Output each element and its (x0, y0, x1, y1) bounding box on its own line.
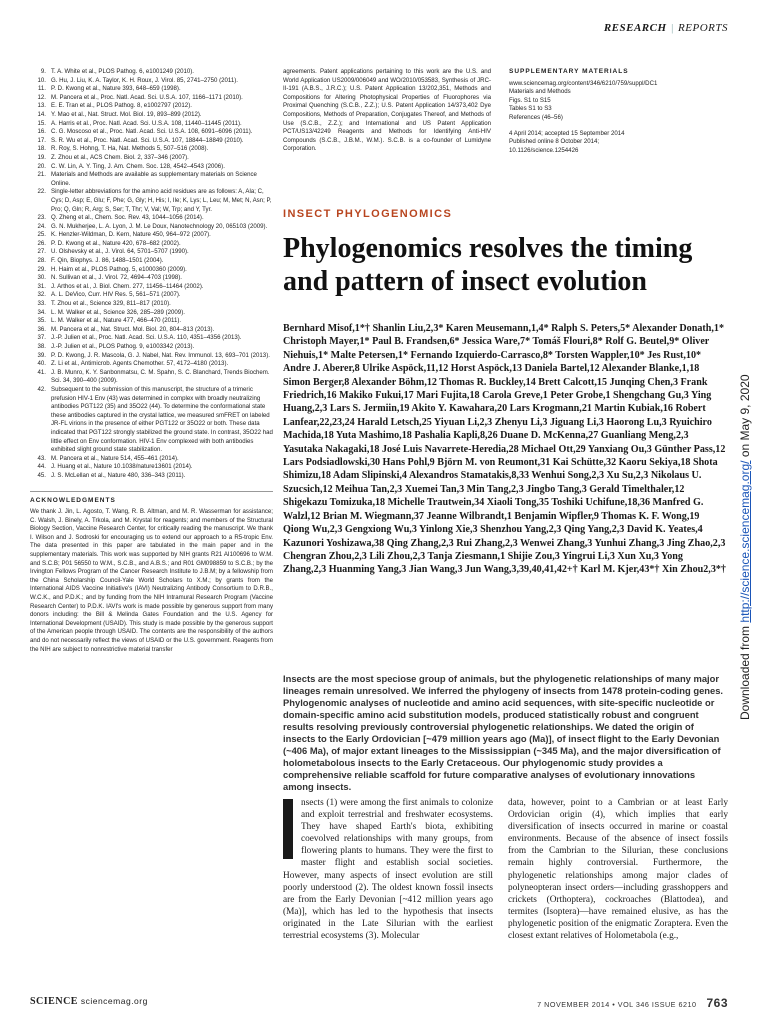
journal-site: sciencemag.org (80, 996, 148, 1006)
reference-number: 19. (37, 153, 46, 161)
download-note-suffix: on May 9, 2020 (738, 374, 752, 461)
supplementary-heading: SUPPLEMENTARY MATERIALS (509, 68, 629, 75)
reference-item (30, 455, 273, 464)
reference-text: E. E. Tran et al., PLOS Pathog. 8, e1002797 (2012). (51, 102, 192, 110)
page-number: 763 (706, 996, 728, 1010)
reference-number: 15. (37, 119, 46, 127)
reference-text: P. D. Kwong et al., Nature 420, 678–682 (2002). (51, 239, 181, 247)
reference-number: 31. (37, 282, 46, 290)
reference-text: J. S. McLellan et al., Nature 480, 336–343 (2011). (51, 471, 186, 479)
reference-number: 32. (37, 291, 46, 299)
reference-text: J. Arthos et al., J. Biol. Chem. 277, 11456–11464 (2002). (51, 282, 204, 290)
body-column-2: data, however, point to a Cambrian or at least Early Ordovician origin (4), which implies that early diversification of insects occurred in marine or coastal environments. Because of the absence of insect fossils from the Cambrian to the Silurian, these conclusions remain highly controversial. Furthermore, the phylogenetic relationships among major clades of polyneopteran insect orders—including grasshoppers and crickets (Orthoptera), cockroaches (Blattodea), and termites (Isoptera)—have remained elusive, as has the phylogenetic position of the enigmatic Zoraptera. Even the closest extant relatives of Holometabola (e.g., (508, 798, 728, 942)
issue-info: 7 NOVEMBER 2014 • VOL 346 ISSUE 6210 (537, 1000, 697, 1009)
reference-item (30, 463, 273, 472)
reference-item (30, 386, 273, 455)
reference-text: M. Pancera et al., Nat. Struct. Mol. Biol. 20, 804–813 (2013). (51, 325, 215, 333)
running-header (604, 22, 728, 34)
reference-text: R. Roy, S. Hohng, T. Ha, Nat. Methods 5, 507–516 (2008). (51, 145, 209, 153)
reference-number: 16. (37, 128, 46, 136)
reference-text: A. Harris et al., Proc. Natl. Acad. Sci. U.S.A. 108, 11440–11445 (2011). (51, 119, 242, 127)
reference-text: H. Haim et al., PLOS Pathog. 5, e1000360 (2009). (51, 265, 187, 273)
abstract: Insects are the most speciose group of animals, but the phylogenetic relationships of many major lineages remain unresolved. We inferred the phylogeny of insects from 1478 protein-coding genes. Phylogenomic analyses of nucleotide and amino acid sequences, with site-specific nucleotide or domain-specific amino acid substitution models, produced statistically robust and congruent results resolving previously controversial phylogenetic relationships. We dated the origin of insects to the Early Ordovician [~479 million years ago (Ma)], of insect flight to the Early Devonian (~406 Ma), of major extant lineages to the Mississippian (~345 Ma), and the major diversification of holometabolous insects to the Early Cretaceous. Our phylogenomic study provides a comprehensive reliable scaffold for future comparative analyses of evolutionary innovations among insects. (283, 673, 724, 792)
reference-number: 20. (37, 162, 46, 170)
reference-item (30, 240, 273, 249)
reference-text: L. M. Walker et al., Nature 477, 466–470 (2011). (51, 317, 182, 325)
reference-text: Z. Zhou et al., ACS Chem. Biol. 2, 337–346 (2007). (51, 153, 189, 161)
reference-item (30, 154, 273, 163)
reference-number: 13. (37, 102, 46, 110)
left-column (30, 68, 273, 654)
reference-number: 30. (37, 274, 46, 282)
reference-item (30, 68, 273, 77)
reference-number: 38. (37, 343, 46, 350)
journal-name: SCIENCE (30, 996, 78, 1007)
article-title: Phylogenomics resolves the timing and pattern of insect evolution (283, 233, 693, 297)
reference-text: N. Sullivan et al., J. Virol. 72, 4694–4703 (1998). (51, 274, 182, 282)
reference-number: 41. (37, 368, 46, 376)
reference-text: C. G. Moscoso et al., Proc. Natl. Acad. Sci. U.S.A. 108, 6091–6096 (2011). (51, 128, 253, 136)
download-link[interactable]: http://science.sciencemag.org/ (738, 460, 752, 623)
reference-item (30, 472, 273, 481)
reference-text: G. N. Mukherjee, L. A. Lyon, J. M. Le Doux, Nanotechnology 20, 065103 (2009). (51, 222, 268, 230)
reference-item (30, 266, 273, 275)
reference-item (30, 77, 273, 86)
reference-item (30, 360, 273, 369)
reference-number: 22. (37, 188, 46, 196)
reference-item (30, 248, 273, 257)
reference-text: M. Pancera et al., Proc. Natl. Acad. Sci. U.S.A. 107, 1166–1171 (2010). (51, 93, 243, 101)
reference-item (30, 223, 273, 232)
reference-item (30, 94, 273, 103)
reference-text: A. L. DeVico, Curr. HIV Res. 5, 561–571 (2007). (51, 291, 181, 299)
reference-item (30, 317, 273, 326)
body-column-1 (283, 797, 493, 942)
drop-cap-i (283, 799, 293, 859)
reference-item (30, 188, 273, 214)
reference-item (30, 300, 273, 309)
reference-text: S. R. Wu et al., Proc. Natl. Acad. Sci. U.S.A. 107, 18844–18849 (2010). (51, 136, 244, 144)
reference-text: M. Pancera et al., Nature 514, 455–461 (2014). (51, 454, 179, 462)
supplementary-link[interactable]: www.sciencemag.org/content/346/6210/759/suppl/DC1 (509, 79, 658, 87)
reference-item (30, 231, 273, 240)
supplementary-materials (509, 68, 727, 155)
reference-item (30, 102, 273, 111)
reference-item (30, 309, 273, 318)
article-section-label: INSECT PHYLOGENOMICS (283, 208, 453, 220)
reference-item (30, 214, 273, 223)
acknowledgments-continued: agreements. Patent applications pertaining to this work are the U.S. and World Application US2009/006049 and WO/2010/053583, Synthesis of JRC-II-191 (A.B.S., J.R.C.); U.S. Patent Application 13/202,351, Methods and Compositions for Altering Photophysical Properties of Fluorophores via Proximal Quenching (S.C.B., Z.Z.); U.S. Patent Application 14/373,402 Dye Compositions, Methods of Preparation, Conjugates Thereof, and Methods of Use (S.C.B., Z.Z.); and International and US Patent Application PCT/US13/42249 Reagents and Methods for Identifying Anti-HIV Compounds (S.C.B., J.B.M., W.M.). S.C.B. is a co-founder of Lumidyne Corporation. (283, 68, 491, 153)
reference-text: U. Olshevsky et al., J. Virol. 64, 5701–5707 (1990). (51, 248, 189, 256)
body-text-1: nsects (1) were among the first animals to colonize and exploit terrestrial and freshwater ecosystems. They have shaped Earth's biota, exhibiting coevolved relationships with many groups, from flowering plants to humans. They were the first to master flight and establish social societies. However, many aspects of insect evolution are still poorly understood (2). The oldest known fossil insects are from the Early Devonian [~412 million years ago (Ma)], which has led to the hypothesis that insects originated in the Late Silurian with the earliest terrestrial ecosystems (3). Molecular (283, 798, 493, 942)
reference-number: 9. (40, 68, 46, 75)
footer-issue (537, 996, 728, 1010)
supplementary-line: Tables S1 to S3 (509, 105, 552, 113)
reference-text: Single-letter abbreviations for the amino acid residues are as follows: A, Ala; C, Cys; D, Asp; E, Glu; F, Phe; G, Gly; H, His; I, Ile; K, Lys; L, Leu; M, Met; N, Asn; P, Pro; Q, Gln; R, Arg; S, Ser; T, Thr; V, Val; W, Trp; and Y, Tyr. (51, 188, 272, 213)
reference-number: 11. (37, 85, 46, 93)
reference-number: 27. (37, 248, 46, 256)
reference-number: 36. (37, 325, 46, 333)
reference-item (30, 137, 273, 146)
reference-item (30, 326, 273, 335)
reference-text: L. M. Walker et al., Science 326, 285–289 (2009). (51, 308, 185, 316)
supplementary-line: Materials and Methods (509, 88, 571, 96)
reference-number: 18. (37, 145, 46, 153)
received-dates: 4 April 2014; accepted 15 September 2014 (509, 129, 625, 137)
reference-text: T. A. White et al., PLOS Pathog. 6, e1001249 (2010). (51, 68, 194, 75)
reference-number: 21. (37, 171, 46, 179)
reference-item (30, 283, 273, 292)
reference-item (30, 343, 273, 352)
acknowledgments-text: We thank J. Jin, L. Agosto, T. Wang, R. B. Altman, and M. R. Wasserman for assistance; C. Walsh, J. Binely, A. Trkola, and M. Krystal for reagents; and members of the Structural Biology Section, Vaccine Research Center, for critically reading the manuscript. We thank I. Wilson and J. Sodroski for encouraging us to extend our approach to a R5-tropic Env. The data presented in this paper are tabulated in the main paper and in the supplementary materials. This work was supported by NIH grants R21 AI100696 to W.M. and S.C.B; P01 56550 to W.M., S.C.B., and A.B.S.; and R01 GM098859 to S.C.B.; by the Irvington Fellows Program of the Cancer Research Institute to J.B.M; by a fellowship from the China Scholarship Council-Yale World Scholars to X.M.; by grants from the International AIDS Vaccine Initiative's (IAVI) Neutralizing Antibody Consortium to D.R.B., W.C.K., and P.D.K.; and by funding from the NIH Intramural Research Program (Vaccine Research Center) to P.D.K. IAVI's work is made possible by generous support from many donors including: the Bill & Melinda Gates Foundation and the U.S. Agency for International Development (USAID). This study is made possible by the generous support of the American people through USAID. The contents are the responsibility of the authors and do not necessarily reflect the views of USAID or the U.S. government. Reagents from the NIH are subject to nonrestrictive material transfer (30, 508, 273, 653)
reference-number: 12. (37, 93, 46, 101)
reference-text: Y. Mao et al., Nat. Struct. Mol. Biol. 19, 893–899 (2012). (51, 110, 202, 118)
reference-number: 37. (37, 334, 46, 342)
reference-item (30, 111, 273, 120)
reference-text: G. Hu, J. Liu, K. A. Taylor, K. H. Roux, J. Virol. 85, 2741–2750 (2011). (51, 76, 238, 84)
reference-item (30, 128, 273, 137)
reference-item (30, 163, 273, 172)
reference-text: Materials and Methods are available as supplementary materials on Science Online. (51, 171, 257, 187)
doi[interactable]: 10.1126/science.1254426 (509, 146, 579, 154)
reference-text: Subsequent to the submission of this manuscript, the structure of a trimeric prefusion HIV-1 Env (43) was determined in complex with broadly neutralizing antibodies PGT122 (35) and 35O22 (44). To determine the conformational state these antibodies captured in the crystal lattice, we measured smFRET on labeled JR-FL virions in the presence of either PGT122 or 35O22 or both. These data indicated that PGT122 strongly stabilized the ground state. In contrast, 35O22 had little effect on Env conformation. HIV-1 Env complexed with both antibodies exhibited slight ground state stabilization. (51, 385, 273, 454)
reference-number: 17. (37, 136, 46, 144)
reference-number: 23. (37, 214, 46, 222)
reference-number: 14. (37, 110, 46, 118)
reference-text: Q. Zheng et al., Chem. Soc. Rev. 43, 1044–1056 (2014). (51, 214, 204, 222)
reference-number: 34. (37, 308, 46, 316)
reference-item (30, 171, 273, 188)
reference-number: 42. (37, 385, 46, 393)
reference-text: F. Qin, Biophys. J. 86, 1488–1501 (2004). (51, 257, 164, 265)
supplementary-line: References (46–56) (509, 113, 563, 121)
reference-text: Z. Li et al., Antimicrob. Agents Chemother. 57, 4172–4180 (2013). (51, 360, 229, 368)
author-list: Bernhard Misof,1*† Shanlin Liu,2,3* Karen Meusemann,1,4* Ralph S. Peters,5* Alexander Donath,1* Christoph Mayer,1* Paul B. Frandsen,6* Jessica Ware,7* Tomáš Flouri,8* Rolf G. Beutel,9* Oliver Niehuis,1* Malte Petersen,1* Fernando Izquierdo-Carrasco,8* Torsten Wappler,10* Jes Rust,10* Andre J. Aberer,8 Ulrike Aspöck,11,12 Horst Aspöck,13 Daniela Bartel,12 Alexander Blanke,1,18 Simon Berger,8 Alexander Böhm,12 Thomas R. Buckley,14 Brett Calcott,15 Junqing Chen,3 Frank Friedrich,16 Makiko Fukui,17 Mari Fujita,18 Carola Greve,1 Peter Grobe,1 Shengchang Gu,3 Ying Huang,2,3 Lars S. Jermiin,19 Akito Y. Kawahara,20 Lars Krogmann,21 Martin Kubiak,16 Robert Lanfear,22,23,24 Harald Letsch,25 Yiyuan Li,2,3 Zhenyu Li,3 Jiguang Li,3 Haorong Lu,3 Ryuichiro Machida,18 Yuta Mashimo,18 Pashalia Kapli,8,26 Duane D. McKenna,27 Guanliang Meng,2,3 Yasutaka Nakagaki,18 José Luis Navarrete-Heredia,28 Michael Ott,29 Yanxiang Ou,3 Günther Pass,12 Lars Podsiadlowski,30 Hans Pohl,9 Björn M. von Reumont,31 Kai Schütte,32 Kaoru Sekiya,18 Shota Shimizu,18 Adam Slipinski,4 Alexandros Stamatakis,8,33 Wenhui Song,2,3 Xu Su,2,3 Nikolaus U. Szucsich,12 Meihua Tan,2,3 Xuemei Tan,3 Min Tang,2,3 Jingbo Tang,3 Gerald Timelthaler,12 Shigekazu Tomizuka,18 Michelle Trautwein,34 Xiaoli Tong,35 Toshiki Uchifune,18,36 Manfred G. Walzl,12 Brian M. Wiegmann,37 Jeanne Wilbrandt,1 Benjamin Wipfler,9 Thomas K. F. Wong,19 Qiong Wu,2,3 Gengxiong Wu,3 Yinlong Xie,3 Shenzhou Yang,2,3 Qing Yang,2,3 David K. Yeates,4 Kazunori Yoshizawa,38 Qing Zhang,2,3 Rui Zhang,2,3 Wenwei Zhang,3 Yunhui Zhang,3 Jing Zhao,2,3 Chengran Zhou,2,3 Lili Zhou,2,3 Tanja Ziesmann,1 Shijie Zou,3 Yingrui Li,3 Xun Xu,3 Yong Zhang,2,3 Huanming Yang,3 Jian Wang,3 Jun Wang,3,39,40,41,42+† Karl M. Kjer,43*† Xin Zhou2,3*† (283, 323, 726, 576)
reference-number: 43. (37, 454, 46, 462)
reference-text: P. D. Kwong et al., Nature 393, 648–659 (1998). (51, 85, 181, 93)
reference-number: 26. (37, 239, 46, 247)
reference-number: 10. (37, 76, 46, 84)
reference-number: 24. (37, 222, 46, 230)
reference-text: P. D. Kwong, J. R. Mascola, G. J. Nabel, Nat. Rev. Immunol. 13, 693–701 (2013). (51, 351, 270, 359)
reference-text: J.-P. Julien et al., Proc. Natl. Acad. Sci. U.S.A. 110, 4351–4356 (2013). (51, 334, 242, 342)
reference-item (30, 369, 273, 386)
header-separator: | (670, 22, 675, 34)
reference-item (30, 352, 273, 361)
header-subsection: REPORTS (678, 22, 728, 34)
reference-text: J. Huang et al., Nature 10.1038/nature13601 (2014). (51, 463, 193, 471)
reference-number: 25. (37, 231, 46, 239)
reference-item (30, 257, 273, 266)
reference-item (30, 120, 273, 129)
reference-number: 28. (37, 257, 46, 265)
reference-text: K. Henzler-Wildman, D. Kern, Nature 450, 964–972 (2007). (51, 231, 211, 239)
reference-text: C. W. Lin, A. Y. Ting, J. Am. Chem. Soc. 128, 4542–4543 (2006). (51, 162, 225, 170)
reference-number: 35. (37, 317, 46, 325)
reference-number: 39. (37, 351, 46, 359)
reference-item (30, 85, 273, 94)
download-note (738, 374, 752, 720)
reference-number: 33. (37, 300, 46, 308)
reference-item (30, 291, 273, 300)
reference-item (30, 334, 273, 343)
reference-list (30, 68, 273, 481)
reference-item (30, 145, 273, 154)
supplementary-line: Figs. S1 to S15 (509, 96, 551, 104)
reference-text: J. B. Munro, K. Y. Sanbonmatsu, C. M. Spahn, S. C. Blanchard, Trends Biochem. Sci. 34, 390–400 (2009). (51, 368, 270, 385)
reference-text: T. Zhou et al., Science 329, 811–817 (2010). (51, 300, 171, 308)
reference-item (30, 274, 273, 283)
download-note-prefix: Downloaded from (738, 622, 752, 720)
acknowledgments-heading: ACKNOWLEDGMENTS (30, 491, 273, 506)
reference-number: 29. (37, 265, 46, 273)
reference-number: 40. (37, 360, 46, 368)
reference-text: J.-P. Julien et al., PLOS Pathog. 9, e1003342 (2013). (51, 343, 195, 350)
published-date: Published online 8 October 2014; (509, 138, 600, 146)
footer-journal (30, 996, 148, 1007)
header-section: RESEARCH (603, 22, 667, 34)
reference-number: 44. (37, 463, 46, 471)
reference-number: 45. (37, 471, 46, 479)
